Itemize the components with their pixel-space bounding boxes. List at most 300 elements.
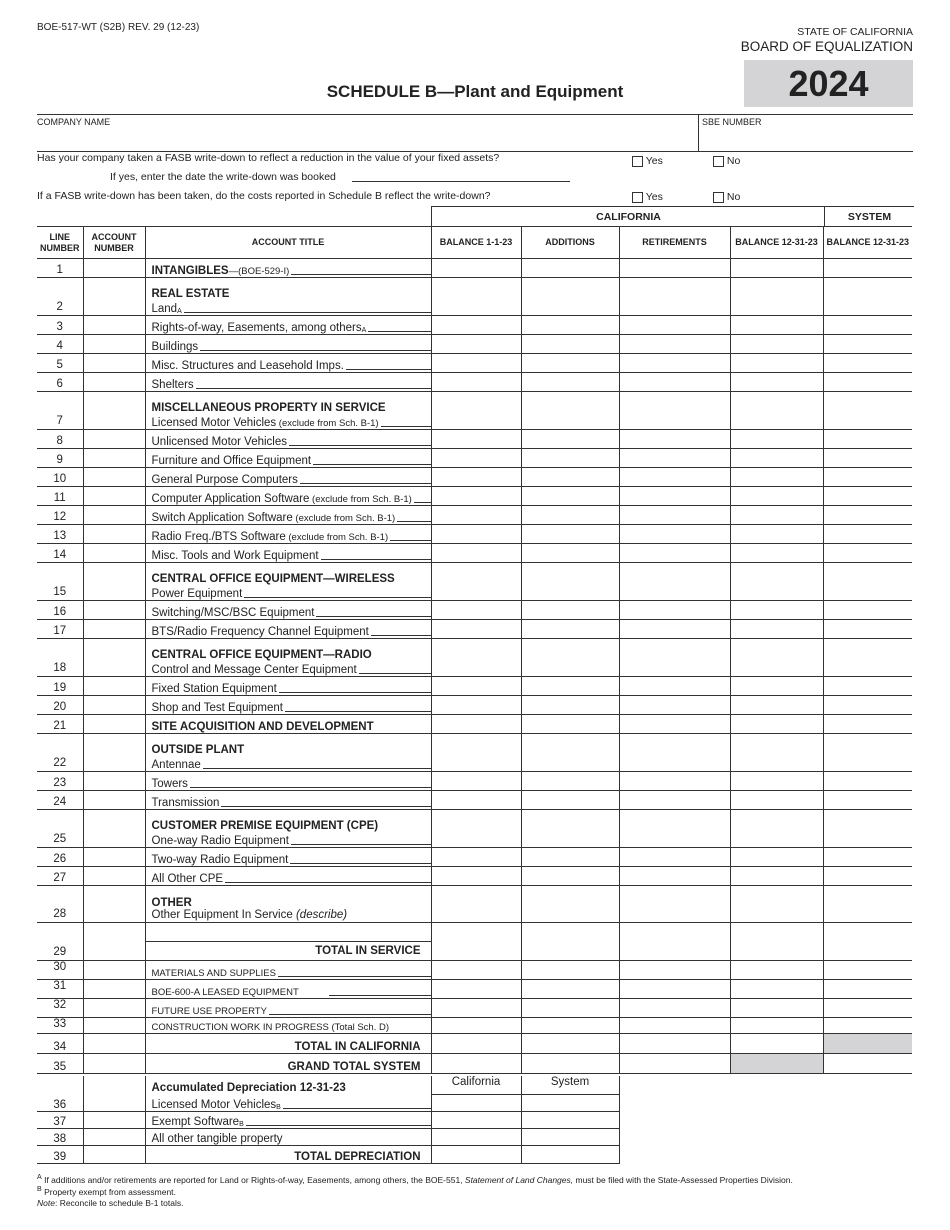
account-number-cell[interactable] — [83, 810, 145, 848]
value-cell[interactable] — [823, 259, 912, 278]
value-cell[interactable] — [823, 772, 912, 791]
table-row — [37, 999, 912, 1018]
value-cell[interactable] — [619, 677, 730, 696]
value-cell[interactable] — [823, 373, 912, 392]
value-cell[interactable] — [730, 278, 823, 316]
account-number-cell[interactable] — [83, 696, 145, 715]
value-cell[interactable] — [431, 525, 521, 544]
value-cell[interactable] — [521, 563, 619, 601]
value-cell[interactable] — [521, 259, 619, 278]
describe-hint: (describe) — [295, 909, 348, 921]
value-cell[interactable] — [823, 354, 912, 373]
value-cell[interactable] — [521, 487, 619, 506]
value-cell[interactable] — [823, 335, 912, 354]
system-column-group: SYSTEM — [824, 206, 914, 227]
value-cell[interactable] — [619, 980, 730, 999]
value-cell[interactable] — [431, 487, 521, 506]
table-row — [37, 772, 912, 791]
value-cell[interactable] — [730, 886, 823, 923]
value-cell[interactable] — [431, 1145, 521, 1163]
value-cell[interactable] — [619, 506, 730, 525]
value-cell[interactable] — [521, 1128, 619, 1145]
value-cell[interactable] — [619, 278, 730, 316]
state-label: STATE OF CALIFORNIA — [797, 26, 913, 38]
account-number-cell[interactable] — [83, 525, 145, 544]
value-cell[interactable] — [619, 601, 730, 620]
account-title: One-way Radio Equipment — [151, 835, 289, 847]
value-cell[interactable] — [431, 810, 521, 848]
q2-yes-checkbox[interactable] — [632, 192, 643, 203]
table-row — [37, 506, 912, 525]
value-cell[interactable] — [730, 259, 823, 278]
value-cell[interactable] — [431, 316, 521, 335]
account-title-cell — [145, 373, 431, 392]
value-cell[interactable] — [730, 1034, 823, 1054]
value-cell[interactable] — [431, 392, 521, 430]
california-column-group: CALIFORNIA — [431, 206, 825, 227]
account-title: Exempt Software — [151, 1115, 240, 1128]
value-cell[interactable] — [521, 848, 619, 867]
value-cell[interactable] — [521, 734, 619, 772]
account-number-cell[interactable] — [83, 1034, 145, 1054]
account-number-cell[interactable] — [83, 961, 145, 980]
value-cell[interactable] — [521, 715, 619, 734]
value-cell[interactable] — [431, 923, 521, 961]
value-cell[interactable] — [431, 373, 521, 392]
account-number-cell[interactable] — [83, 487, 145, 506]
value-cell[interactable] — [521, 1034, 619, 1054]
account-title: Unlicensed Motor Vehicles — [151, 436, 288, 448]
value-cell[interactable] — [730, 468, 823, 487]
value-cell[interactable] — [823, 487, 912, 506]
value-cell[interactable] — [823, 392, 912, 430]
value-cell[interactable] — [431, 867, 521, 886]
value-cell[interactable] — [521, 601, 619, 620]
value-cell[interactable] — [619, 999, 730, 1018]
value-cell[interactable] — [730, 961, 823, 980]
line-number: 2 — [37, 278, 83, 316]
value-cell[interactable] — [823, 696, 912, 715]
value-cell[interactable] — [619, 715, 730, 734]
account-title: All other tangible property — [151, 1132, 283, 1145]
value-cell[interactable] — [431, 449, 521, 468]
value-cell[interactable] — [521, 468, 619, 487]
value-cell[interactable] — [823, 867, 912, 886]
value-cell[interactable] — [730, 639, 823, 677]
q1-no-option[interactable] — [713, 155, 740, 167]
value-cell[interactable] — [823, 449, 912, 468]
footnote-ref: B — [276, 1103, 281, 1111]
value-cell[interactable] — [823, 923, 912, 961]
table-row — [37, 525, 912, 544]
account-number-cell[interactable] — [83, 468, 145, 487]
line-number: 26 — [37, 848, 83, 867]
value-cell[interactable] — [730, 923, 823, 961]
value-cell[interactable] — [730, 449, 823, 468]
value-cell[interactable] — [730, 392, 823, 430]
q2-no-checkbox[interactable] — [713, 192, 724, 203]
account-title: Towers — [151, 778, 188, 790]
value-cell[interactable] — [521, 677, 619, 696]
table-row — [37, 373, 912, 392]
account-title: Furniture and Office Equipment — [151, 455, 312, 467]
line-number: 39 — [37, 1145, 83, 1163]
account-title: BTS/Radio Frequency Channel Equipment — [151, 626, 369, 638]
value-cell[interactable] — [521, 999, 619, 1018]
account-number-cell[interactable] — [83, 354, 145, 373]
value-cell[interactable] — [521, 980, 619, 999]
value-cell[interactable] — [730, 525, 823, 544]
value-cell[interactable] — [730, 791, 823, 810]
leader-line — [371, 634, 431, 636]
value-cell[interactable] — [521, 354, 619, 373]
value-cell[interactable] — [521, 278, 619, 316]
value-cell[interactable] — [730, 734, 823, 772]
value-cell[interactable] — [730, 487, 823, 506]
value-cell[interactable] — [823, 734, 912, 772]
value-cell[interactable] — [730, 506, 823, 525]
account-number-cell[interactable] — [83, 999, 145, 1018]
value-cell[interactable] — [730, 1018, 823, 1034]
value-cell[interactable] — [823, 620, 912, 639]
value-cell[interactable] — [619, 259, 730, 278]
value-cell[interactable] — [619, 810, 730, 848]
line-number: 21 — [37, 715, 83, 734]
table-row — [37, 867, 912, 886]
line-number: 38 — [37, 1128, 83, 1145]
value-cell[interactable] — [521, 506, 619, 525]
value-cell[interactable] — [521, 316, 619, 335]
value-cell[interactable] — [521, 639, 619, 677]
company-name-field[interactable] — [37, 127, 695, 149]
account-title-cell — [145, 734, 431, 772]
value-cell[interactable] — [823, 848, 912, 867]
value-cell[interactable] — [730, 772, 823, 791]
value-cell[interactable] — [730, 980, 823, 999]
value-cell[interactable] — [823, 1018, 912, 1034]
value-cell[interactable] — [730, 563, 823, 601]
agency-label: BOARD OF EQUALIZATION — [740, 39, 913, 54]
account-number-cell[interactable] — [83, 335, 145, 354]
value-cell[interactable] — [619, 354, 730, 373]
leader-line — [246, 1124, 431, 1126]
account-number-cell[interactable] — [83, 772, 145, 791]
value-cell[interactable] — [730, 354, 823, 373]
table-row — [37, 1018, 912, 1034]
leader-line — [289, 444, 430, 446]
value-cell[interactable] — [619, 886, 730, 923]
account-number-cell[interactable] — [83, 601, 145, 620]
account-title-cell — [145, 980, 431, 999]
footnote-b-marker: B — [37, 1185, 42, 1193]
value-cell[interactable] — [521, 449, 619, 468]
value-cell[interactable] — [619, 961, 730, 980]
value-cell[interactable] — [431, 848, 521, 867]
account-number-cell[interactable] — [83, 278, 145, 316]
value-cell[interactable] — [619, 430, 730, 449]
value-cell[interactable] — [521, 430, 619, 449]
value-cell[interactable] — [730, 999, 823, 1018]
sbe-number-field[interactable] — [702, 127, 910, 149]
account-number-cell[interactable] — [83, 867, 145, 886]
value-cell[interactable] — [823, 886, 912, 923]
value-cell[interactable] — [619, 772, 730, 791]
value-cell[interactable] — [823, 1054, 912, 1074]
dep-col-system: System — [521, 1076, 619, 1094]
value-cell[interactable] — [431, 772, 521, 791]
value-cell[interactable] — [431, 1054, 521, 1074]
line-number: 33 — [37, 1018, 83, 1034]
leader-line — [203, 767, 431, 769]
value-cell[interactable] — [431, 1111, 521, 1128]
account-number-cell[interactable] — [83, 449, 145, 468]
value-cell[interactable] — [619, 449, 730, 468]
value-cell[interactable] — [431, 696, 521, 715]
fasb-question-1: Has your company taken a FASB write-down to reflect a reduction in the value of your fixed assets? — [37, 152, 500, 164]
fasb-date-field[interactable] — [352, 180, 570, 182]
value-cell[interactable] — [521, 1094, 619, 1111]
value-cell[interactable] — [521, 544, 619, 563]
value-cell[interactable] — [619, 734, 730, 772]
value-cell[interactable] — [823, 601, 912, 620]
value-cell[interactable] — [619, 696, 730, 715]
account-number-cell[interactable] — [83, 392, 145, 430]
value-cell[interactable] — [730, 677, 823, 696]
account-title: Shelters — [151, 379, 194, 391]
value-cell[interactable] — [431, 1094, 521, 1111]
line-number: 11 — [37, 487, 83, 506]
value-cell[interactable] — [431, 563, 521, 601]
account-number-cell[interactable] — [83, 563, 145, 601]
value-cell[interactable] — [431, 259, 521, 278]
value-cell[interactable] — [823, 525, 912, 544]
value-cell[interactable] — [823, 563, 912, 601]
account-number-cell[interactable] — [83, 1018, 145, 1034]
account-title: INTANGIBLES — [151, 265, 229, 277]
account-title-cell — [145, 772, 431, 791]
account-number-cell[interactable] — [83, 677, 145, 696]
line-number: 17 — [37, 620, 83, 639]
value-cell[interactable] — [730, 544, 823, 563]
value-cell[interactable] — [431, 677, 521, 696]
account-number-cell[interactable] — [83, 1111, 145, 1128]
value-cell[interactable] — [730, 601, 823, 620]
value-cell[interactable] — [619, 867, 730, 886]
value-cell[interactable] — [431, 734, 521, 772]
line-number: 35 — [37, 1054, 83, 1074]
value-cell[interactable] — [431, 715, 521, 734]
value-cell[interactable] — [619, 392, 730, 430]
note-text: : Reconcile to schedule B-1 totals. — [54, 1198, 184, 1208]
value-cell[interactable] — [730, 715, 823, 734]
value-cell[interactable] — [431, 886, 521, 923]
q1-no-checkbox[interactable] — [713, 156, 724, 167]
account-number-cell[interactable] — [83, 923, 145, 961]
value-cell[interactable] — [431, 1034, 521, 1054]
value-cell[interactable] — [619, 639, 730, 677]
value-cell[interactable] — [521, 791, 619, 810]
value-cell[interactable] — [823, 980, 912, 999]
value-cell[interactable] — [619, 791, 730, 810]
value-cell[interactable] — [619, 563, 730, 601]
value-cell[interactable] — [619, 373, 730, 392]
value-cell[interactable] — [431, 335, 521, 354]
leader-line — [359, 672, 431, 674]
value-cell[interactable] — [521, 620, 619, 639]
value-cell[interactable] — [521, 373, 619, 392]
value-cell[interactable] — [619, 848, 730, 867]
q1-yes-option[interactable] — [632, 155, 663, 167]
value-cell[interactable] — [431, 620, 521, 639]
account-title: General Purpose Computers — [151, 474, 298, 486]
value-cell[interactable] — [619, 487, 730, 506]
value-cell[interactable] — [619, 1054, 730, 1074]
table-row — [37, 886, 912, 923]
value-cell[interactable] — [823, 506, 912, 525]
value-cell[interactable] — [431, 601, 521, 620]
company-info-box — [37, 114, 913, 152]
line-number: 9 — [37, 449, 83, 468]
account-number-cell[interactable] — [83, 980, 145, 999]
value-cell[interactable] — [431, 791, 521, 810]
value-cell[interactable] — [730, 430, 823, 449]
value-cell[interactable] — [619, 1034, 730, 1054]
value-cell[interactable] — [431, 639, 521, 677]
account-number-cell[interactable] — [83, 373, 145, 392]
value-cell[interactable] — [521, 886, 619, 923]
account-number-cell[interactable] — [83, 1054, 145, 1074]
value-cell[interactable] — [823, 677, 912, 696]
account-number-cell[interactable] — [83, 620, 145, 639]
table-row — [37, 1145, 619, 1163]
line-number: 13 — [37, 525, 83, 544]
value-cell[interactable] — [431, 354, 521, 373]
account-number-cell[interactable] — [83, 1145, 145, 1163]
value-cell[interactable] — [619, 316, 730, 335]
value-cell[interactable] — [431, 430, 521, 449]
account-number-cell[interactable] — [83, 715, 145, 734]
value-cell[interactable] — [823, 810, 912, 848]
account-number-cell[interactable] — [83, 791, 145, 810]
q2-no-option[interactable] — [713, 191, 740, 203]
value-cell[interactable] — [521, 772, 619, 791]
value-cell[interactable] — [521, 525, 619, 544]
value-cell[interactable] — [431, 980, 521, 999]
account-number-cell[interactable] — [83, 1128, 145, 1145]
q2-yes-option[interactable] — [632, 191, 663, 203]
group-heading: OUTSIDE PLANT — [151, 744, 245, 756]
table-row — [37, 848, 912, 867]
value-cell[interactable] — [521, 867, 619, 886]
q1-yes-checkbox[interactable] — [632, 156, 643, 167]
value-cell[interactable] — [521, 923, 619, 961]
value-cell[interactable] — [619, 468, 730, 487]
value-cell[interactable] — [730, 848, 823, 867]
value-cell[interactable] — [521, 1018, 619, 1034]
account-number-cell[interactable] — [83, 734, 145, 772]
value-cell[interactable] — [730, 373, 823, 392]
value-cell[interactable] — [521, 1054, 619, 1074]
value-cell[interactable] — [730, 810, 823, 848]
value-cell[interactable] — [431, 1018, 521, 1034]
total-in-service-cell — [145, 923, 431, 961]
value-cell[interactable] — [823, 278, 912, 316]
value-cell[interactable] — [431, 1128, 521, 1145]
account-title: Other Equipment In Service — [151, 909, 293, 921]
value-cell[interactable] — [823, 430, 912, 449]
describe-line[interactable] — [146, 923, 431, 942]
value-cell[interactable] — [521, 392, 619, 430]
value-cell[interactable] — [431, 506, 521, 525]
account-number-cell[interactable] — [83, 316, 145, 335]
value-cell[interactable] — [431, 278, 521, 316]
value-cell[interactable] — [619, 544, 730, 563]
value-cell[interactable] — [730, 335, 823, 354]
value-cell[interactable] — [823, 316, 912, 335]
value-cell[interactable] — [431, 999, 521, 1018]
account-title: Computer Application Software — [151, 493, 310, 505]
account-number-cell[interactable] — [83, 1094, 145, 1111]
account-number-cell[interactable] — [83, 430, 145, 449]
value-cell[interactable] — [521, 696, 619, 715]
value-cell[interactable] — [823, 639, 912, 677]
value-cell[interactable] — [619, 335, 730, 354]
table-row — [37, 392, 912, 430]
value-cell[interactable] — [823, 715, 912, 734]
value-cell[interactable] — [823, 544, 912, 563]
account-number-cell[interactable] — [83, 544, 145, 563]
value-cell[interactable] — [730, 867, 823, 886]
value-cell[interactable] — [730, 620, 823, 639]
q2-yes-label: Yes — [645, 191, 663, 203]
account-title-cell — [145, 715, 431, 734]
value-cell[interactable] — [431, 961, 521, 980]
account-number-cell[interactable] — [83, 259, 145, 278]
account-number-cell[interactable] — [83, 506, 145, 525]
value-cell[interactable] — [619, 923, 730, 961]
value-cell[interactable] — [521, 961, 619, 980]
account-title-cell — [145, 544, 431, 563]
value-cell[interactable] — [521, 1111, 619, 1128]
leader-line — [190, 786, 431, 788]
account-title-cell — [145, 430, 431, 449]
line-number: 24 — [37, 791, 83, 810]
line-number: 3 — [37, 316, 83, 335]
value-cell[interactable] — [521, 335, 619, 354]
value-cell[interactable] — [823, 999, 912, 1018]
account-title-cell — [145, 354, 431, 373]
line-number: 20 — [37, 696, 83, 715]
value-cell[interactable] — [823, 468, 912, 487]
account-number-cell[interactable] — [83, 639, 145, 677]
account-title: Control and Message Center Equipment — [151, 664, 357, 676]
value-cell[interactable] — [619, 525, 730, 544]
value-cell[interactable] — [431, 544, 521, 563]
value-cell[interactable] — [823, 791, 912, 810]
value-cell[interactable] — [619, 1018, 730, 1034]
value-cell[interactable] — [823, 961, 912, 980]
value-cell[interactable] — [431, 468, 521, 487]
table-row — [37, 1094, 619, 1111]
value-cell[interactable] — [730, 316, 823, 335]
account-number-cell[interactable] — [83, 848, 145, 867]
value-cell[interactable] — [619, 620, 730, 639]
account-number-cell[interactable] — [83, 886, 145, 923]
value-cell[interactable] — [521, 1145, 619, 1163]
value-cell[interactable] — [730, 696, 823, 715]
value-cell[interactable] — [521, 810, 619, 848]
leader-line — [225, 881, 430, 883]
